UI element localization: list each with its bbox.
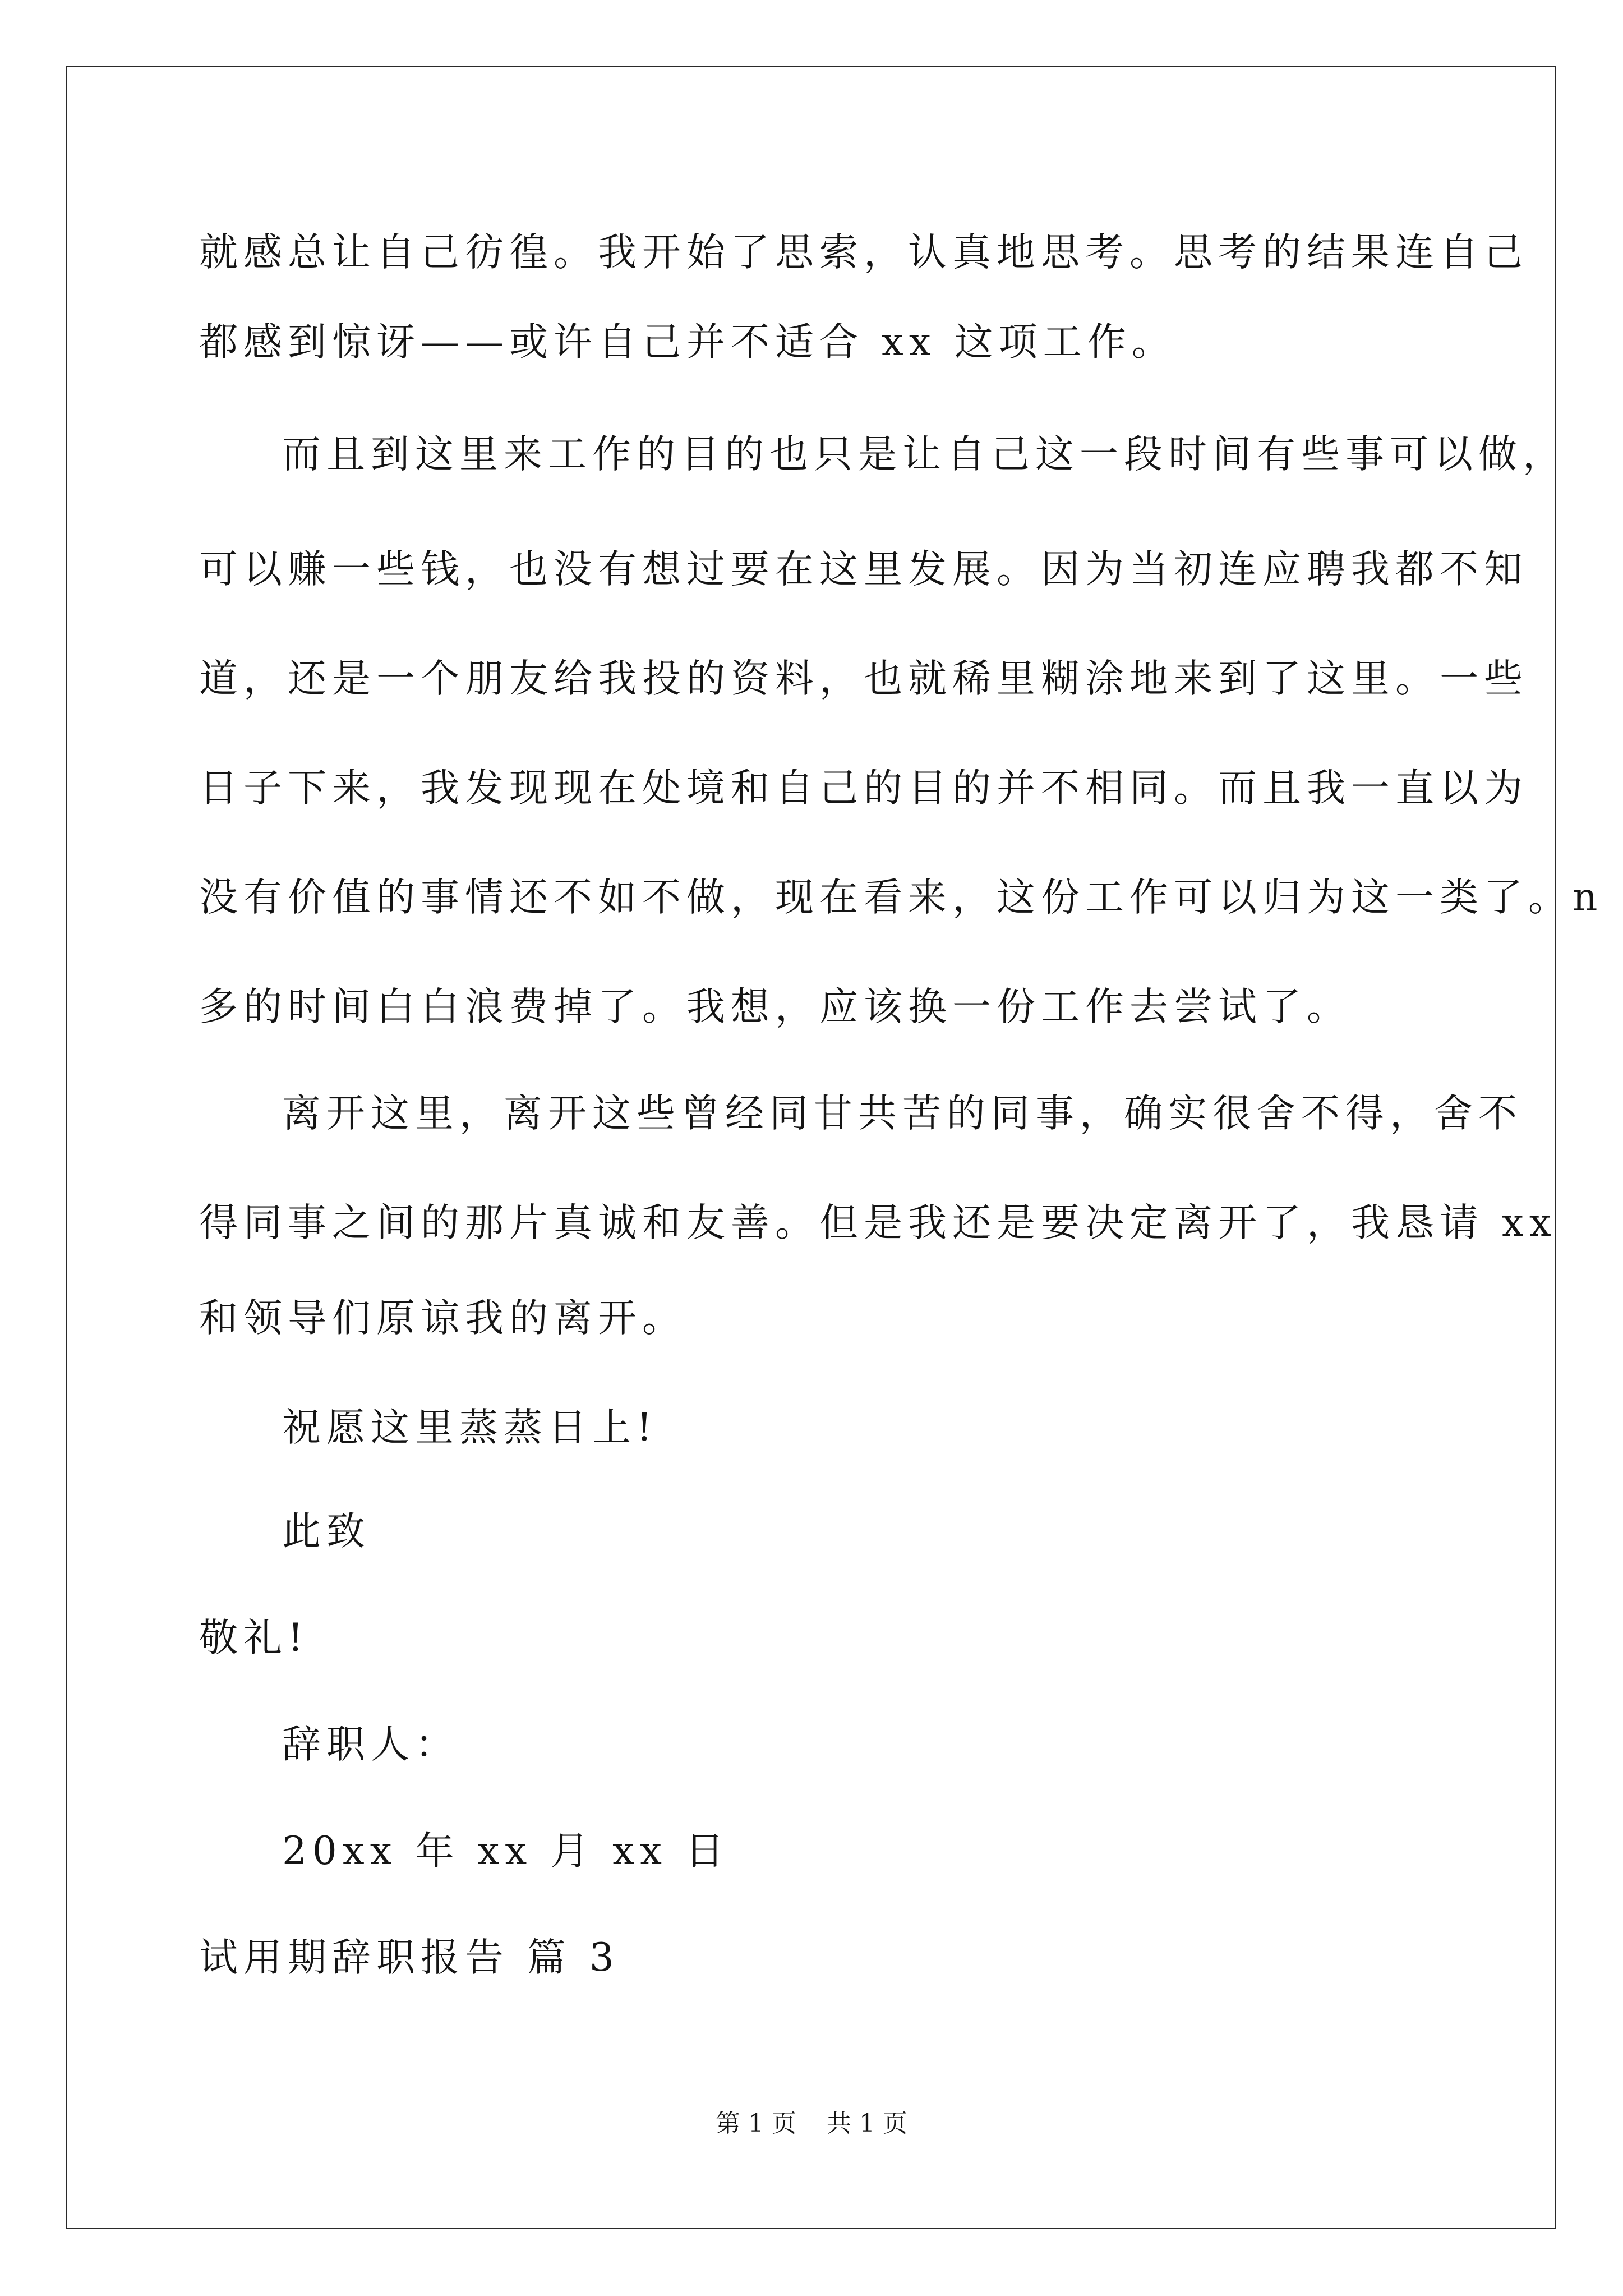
- paragraph-line: 得同事之间的那片真诚和友善。但是我还是要决定离开了，我恳请 xx: [199, 1200, 1557, 1245]
- paragraph-line: 日子下来，我发现现在处境和自己的目的并不相同。而且我一直以为: [199, 766, 1528, 811]
- section-heading: 试用期辞职报告 篇 3: [199, 1935, 620, 1980]
- salutation-line: 敬礼!: [199, 1616, 309, 1660]
- blessing-line: 祝愿这里蒸蒸日上!: [282, 1405, 658, 1450]
- paragraph-line: 道，还是一个朋友给我投的资料，也就稀里糊涂地来到了这里。一些: [199, 656, 1528, 701]
- page-border: [66, 66, 1556, 2229]
- page-number: 第 1 页: [716, 2109, 796, 2138]
- date-line: 20xx 年 xx 月 xx 日: [282, 1829, 730, 1874]
- paragraph-line: 离开这里，离开这些曾经同甘共苦的同事，确实很舍不得，舍不: [282, 1091, 1523, 1136]
- paragraph-line: 和领导们原谅我的离开。: [199, 1296, 686, 1341]
- paragraph-line: 没有价值的事情还不如不做，现在看来，这份工作可以归为这一类了。n: [199, 875, 1603, 920]
- paragraph-line: 都感到惊讶——或许自己并不适合 xx 这项工作。: [199, 320, 1176, 365]
- paragraph-line: 可以赚一些钱，也没有想过要在这里发展。因为当初连应聘我都不知: [199, 547, 1528, 592]
- paragraph-line: 多的时间白白浪费掉了。我想，应该换一份工作去尝试了。: [199, 984, 1351, 1029]
- signature-label: 辞职人：: [282, 1722, 459, 1767]
- paragraph-line: 而且到这里来工作的目的也只是让自己这一段时间有些事可以做，: [282, 432, 1567, 477]
- page-footer: [0, 2109, 1623, 2138]
- paragraph-line: 就感总让自己彷徨。我开始了思索，认真地思考。思考的结果连自己: [199, 230, 1528, 275]
- page-total: 共 1 页: [827, 2109, 907, 2138]
- salutation-line: 此致: [282, 1509, 371, 1554]
